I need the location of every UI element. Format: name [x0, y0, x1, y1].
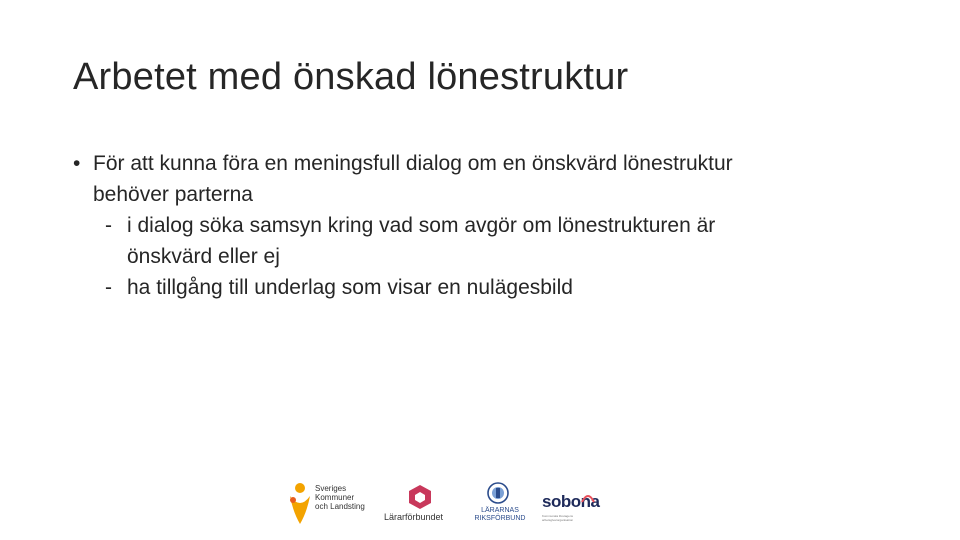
- sub-item-2-line-1: ha tillgång till underlag som visar en nulägesbild: [127, 276, 573, 299]
- partner-logos: [285, 478, 615, 528]
- skl-line-3: och Landsting: [315, 502, 365, 511]
- skl-line-1: Sveriges: [315, 484, 347, 493]
- lr-line-2: RIKSFÖRBUND: [474, 515, 526, 522]
- bullet-item: [73, 148, 903, 210]
- hexagon-icon: [408, 484, 432, 510]
- sub-item-2: [73, 272, 903, 303]
- sobona-tagline: Kommunala företagens arbetsgivarorganisation: [542, 514, 574, 522]
- bullet-line-1: För att kunna föra en meningsfull dialog om en önskvärd lönestruktur: [93, 152, 733, 175]
- slide-body: [73, 148, 903, 303]
- lararnas-riksforbund-logo: [468, 478, 528, 528]
- sub-item-1-line-1: i dialog söka samsyn kring vad som avgör om lönestrukturen är: [127, 214, 716, 237]
- lararforbundet-logo: [382, 478, 460, 528]
- dash-marker: -: [105, 214, 112, 237]
- skl-figure-icon: [287, 480, 313, 526]
- lararforbundet-name: Lärarförbundet: [384, 512, 444, 522]
- slide-title: Arbetet med önskad lönestruktur: [73, 56, 629, 98]
- bullet-line-2: behöver parterna: [93, 183, 253, 206]
- sobona-logo: [537, 478, 612, 528]
- skl-logo: [285, 478, 375, 528]
- sub-item-1-line-2: önskvärd eller ej: [127, 245, 280, 268]
- dash-marker: -: [105, 276, 112, 299]
- sobona-accent-icon: [581, 493, 595, 503]
- skl-line-2: Kommuner: [315, 493, 355, 502]
- emblem-icon: [487, 481, 509, 505]
- sobona-name: sobona: [542, 492, 600, 511]
- lr-line-1: LÄRARNAS: [481, 507, 519, 514]
- sub-item-1: [73, 210, 903, 272]
- bullet-marker: •: [73, 152, 81, 175]
